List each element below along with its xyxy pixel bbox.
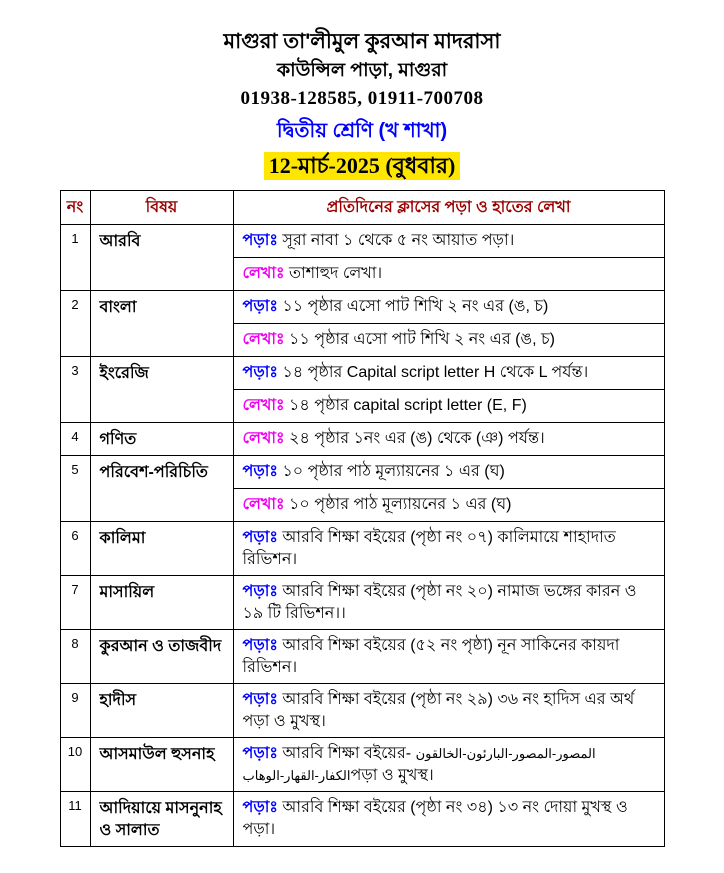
row-entry: লেখাঃ ১০ পৃষ্ঠার পাঠ মূল্যায়নের ১ এর (ঘ) xyxy=(233,489,664,522)
row-entry: পড়াঃ ১১ পৃষ্ঠার এসো পাট শিখি ২ নং এর (ঙ, চ) xyxy=(233,291,664,324)
entry-label: পড়াঃ xyxy=(242,232,278,249)
row-serial: 5 xyxy=(60,456,90,522)
column-header-subject: বিষয় xyxy=(90,191,233,225)
entry-label: পড়াঃ xyxy=(242,691,278,708)
row-serial: 6 xyxy=(60,522,90,576)
row-entry: পড়াঃ ১০ পৃষ্ঠার পাঠ মূল্যায়নের ১ এর (ঘ) xyxy=(233,456,664,489)
row-entry: পড়াঃ আরবি শিক্ষা বইয়ের (পৃষ্ঠা নং ২৯) ৩৬ নং হাদিস এর অর্থ পড়া ও মুখস্থ। xyxy=(233,684,664,738)
row-subject: কুরআন ও তাজবীদ xyxy=(90,630,233,684)
row-serial: 2 xyxy=(60,291,90,357)
phone-numbers: 01938-128585, 01911-700708 xyxy=(240,88,484,109)
homework-table xyxy=(60,190,665,847)
table-row xyxy=(60,456,664,489)
row-subject: পরিবেশ-পরিচিতি xyxy=(90,456,233,522)
row-subject: মাসায়িল xyxy=(90,576,233,630)
table-row xyxy=(60,792,664,847)
row-subject: আরবি xyxy=(90,225,233,291)
document-header xyxy=(0,28,724,180)
row-subject: গণিত xyxy=(90,423,233,456)
table-row xyxy=(60,630,664,684)
row-entry: লেখাঃ তাশাহুদ লেখা। xyxy=(233,258,664,291)
row-entry: পড়াঃ ১৪ পৃষ্ঠার Capital script letter H থেকে L পর্যন্ত। xyxy=(233,357,664,390)
row-entry: পড়াঃ আরবি শিক্ষা বইয়ের (পৃষ্ঠা নং ৩৪) ১৩ নং দোয়া মুখস্থ ও পড়া। xyxy=(233,792,664,847)
row-entry: পড়াঃ আরবি শিক্ষা বইয়ের (পৃষ্ঠা নং ০৭) কালিমায়ে শাহাদাত রিভিশন। xyxy=(233,522,664,576)
arabic-names-line1: المصور-المصور-البارئون-الخالقون xyxy=(415,746,596,761)
row-serial: 4 xyxy=(60,423,90,456)
table-row xyxy=(60,576,664,630)
row-entry: পড়াঃ আরবি শিক্ষা বইয়ের (৫২ নং পৃষ্ঠা) নূন সাকিনের কায়দা রিভিশন। xyxy=(233,630,664,684)
column-header-serial: নং xyxy=(60,191,90,225)
entry-label: লেখাঃ xyxy=(242,496,285,513)
date-heading xyxy=(0,152,724,180)
table-header-row xyxy=(60,191,664,225)
row-subject: হাদীস xyxy=(90,684,233,738)
arabic-names-line2: الكفار-القهار-الوهاب xyxy=(242,768,351,783)
row-serial: 8 xyxy=(60,630,90,684)
row-serial: 7 xyxy=(60,576,90,630)
table-row xyxy=(60,522,664,576)
row-subject: আদিয়ায়ে মাসনুনাহ ও সালাত xyxy=(90,792,233,847)
entry-label: লেখাঃ xyxy=(242,265,285,282)
entry-label: লেখাঃ xyxy=(242,397,285,414)
table-row xyxy=(60,225,664,258)
row-subject: কালিমা xyxy=(90,522,233,576)
date-highlight: 12-মার্চ-2025 (বুধবার) xyxy=(264,152,461,180)
row-subject: বাংলা xyxy=(90,291,233,357)
row-serial: 9 xyxy=(60,684,90,738)
homework-table-body xyxy=(60,225,664,847)
row-entry: লেখাঃ ১৪ পৃষ্ঠার capital script letter (E, F) xyxy=(233,390,664,423)
entry-label: পড়াঃ xyxy=(242,529,278,546)
school-address: কাউন্সিল পাড়া, মাগুরা xyxy=(276,60,448,81)
row-subject: ইংরেজি xyxy=(90,357,233,423)
row-entry: পড়াঃ সূরা নাবা ১ থেকে ৫ নং আয়াত পড়া। xyxy=(233,225,664,258)
table-row xyxy=(60,423,664,456)
column-header-content: প্রতিদিনের ক্লাসের পড়া ও হাতের লেখা xyxy=(233,191,664,225)
entry-label: পড়াঃ xyxy=(242,298,278,315)
row-serial: 3 xyxy=(60,357,90,423)
row-entry: লেখাঃ ১১ পৃষ্ঠার এসো পাট শিখি ২ নং এর (ঙ, চ) xyxy=(233,324,664,357)
row-serial: 10 xyxy=(60,738,90,792)
table-row xyxy=(60,291,664,324)
row-entry: পড়াঃ আরবি শিক্ষা বইয়ের- المصور-المصور-البارئون-الخالقون الكفار-القهار-الوهابপড়া ও মুখস্থ। xyxy=(233,738,664,792)
entry-label: পড়াঃ xyxy=(242,463,278,480)
entry-label: পড়াঃ xyxy=(242,799,278,816)
row-serial: 1 xyxy=(60,225,90,291)
table-row xyxy=(60,738,664,792)
class-heading: দ্বিতীয় শ্রেণি (খ শাখা) xyxy=(276,120,448,142)
row-entry: পড়াঃ আরবি শিক্ষা বইয়ের (পৃষ্ঠা নং ২০) নামাজ ভঙ্গের কারন ও ১৯ টি রিভিশন।। xyxy=(233,576,664,630)
row-subject: আসমাউল হুসনাহ xyxy=(90,738,233,792)
row-entry: লেখাঃ ২৪ পৃষ্ঠার ১নং এর (ঙ) থেকে (ঞ) পর্যন্ত। xyxy=(233,423,664,456)
row-serial: 11 xyxy=(60,792,90,847)
table-row xyxy=(60,357,664,390)
entry-label: পড়াঃ xyxy=(242,583,278,600)
entry-label: লেখাঃ xyxy=(242,331,285,348)
entry-label: পড়াঃ xyxy=(242,637,278,654)
school-name: মাগুরা তা'লীমুল কুরআন মাদরাসা xyxy=(223,30,501,53)
entry-label: লেখাঃ xyxy=(242,430,285,447)
table-row xyxy=(60,684,664,738)
entry-label: পড়াঃ xyxy=(242,745,278,762)
entry-label: পড়াঃ xyxy=(242,364,278,381)
